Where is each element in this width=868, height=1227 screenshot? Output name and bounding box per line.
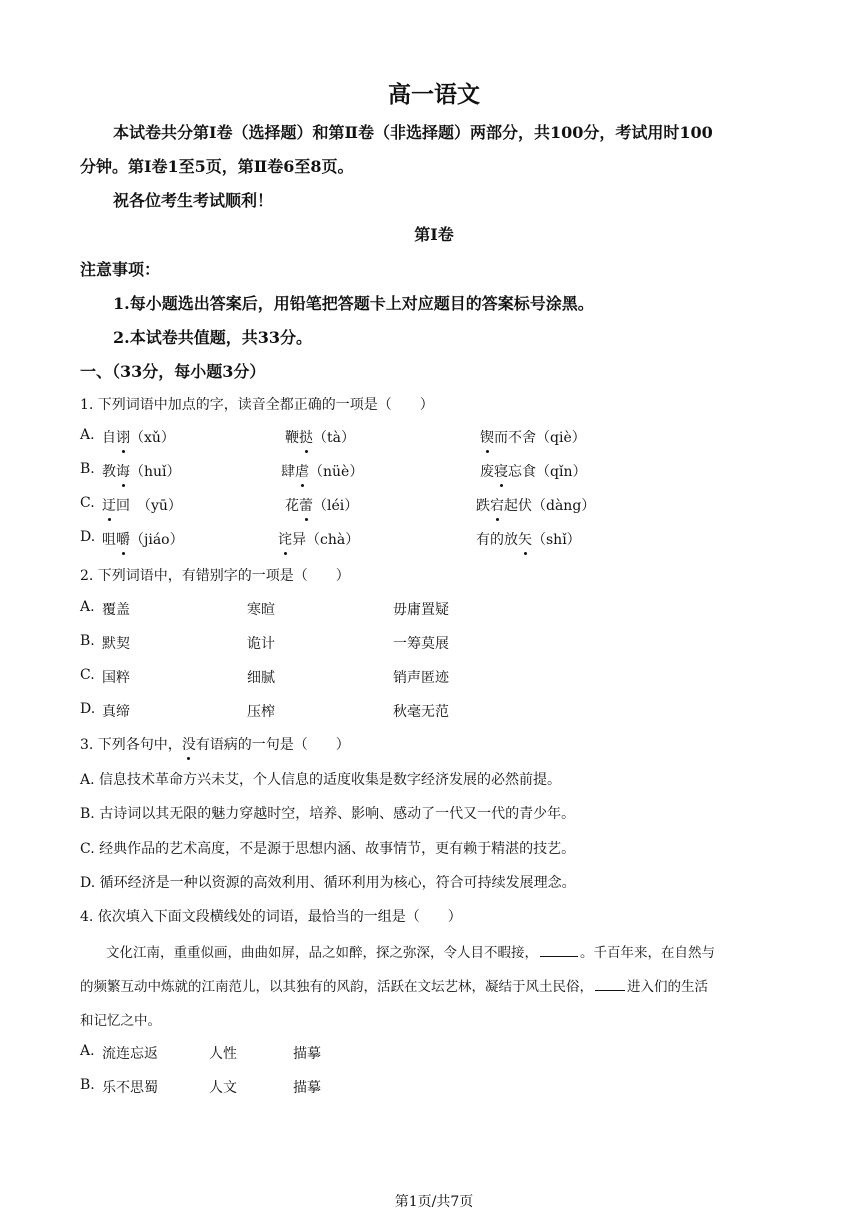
q1-d-option-1 — [102, 529, 184, 549]
q1-stem: 1. 下列词语中加点的字，读音全都正确的一项是（ ） — [80, 397, 434, 413]
text: 咀 — [102, 532, 116, 548]
dotted-char: 迂 — [102, 495, 116, 515]
text: （jiáo） — [130, 532, 184, 548]
q2-c-label: C. — [80, 667, 95, 683]
q4-passage-line-2 — [80, 975, 708, 995]
text: 废 — [480, 464, 494, 480]
text: 回 （yū） — [116, 498, 182, 514]
text: 花 — [285, 498, 299, 514]
intro-line-2: 分钟。第Ⅰ卷1至5页，第Ⅱ卷6至8页。 — [80, 157, 354, 176]
q1-c-label: C. — [80, 495, 95, 511]
text: 有语病的一句是（ ） — [195, 737, 350, 753]
q2-b-word-1: 默契 — [102, 636, 130, 652]
q2-b-word-2: 诡计 — [247, 636, 275, 652]
q1-d-option-3 — [476, 529, 581, 549]
q3-option-d: D. 循环经济是一种以资源的高效利用、循环利用为核心，符合可持续发展理念。 — [80, 875, 576, 891]
dotted-char: 锲 — [480, 427, 494, 447]
text: 。千百年来，在自然与 — [580, 945, 715, 961]
q3-stem — [80, 734, 350, 754]
dotted-char: 挞 — [299, 427, 313, 447]
intro-wish: 祝各位考生考试顺利！ — [113, 191, 274, 210]
notes-item-1: 1.每小题选出答案后，用铅笔把答题卡上对应题目的答案标号涂黑。 — [113, 294, 594, 313]
q3-option-a: A. 信息技术革命方兴未艾，个人信息的适度收集是数字经济发展的必然前提。 — [80, 772, 562, 788]
dotted-char: 虐 — [295, 461, 309, 481]
q4-b-word-2: 人文 — [209, 1080, 237, 1096]
text: 有的放 — [476, 532, 518, 548]
q4-a-label: A. — [80, 1043, 95, 1059]
q2-a-word-3: 毋庸置疑 — [393, 602, 449, 618]
notes-heading: 注意事项： — [80, 260, 161, 279]
text: 异（chà） — [292, 532, 360, 548]
fill-blank-2 — [595, 976, 625, 991]
q4-a-word-1: 流连忘返 — [102, 1046, 158, 1062]
page-footer: 第1页/共7页 — [394, 1194, 474, 1210]
q2-c-word-2: 细腻 — [247, 670, 275, 686]
q1-a-option-1 — [102, 427, 175, 447]
text: 跌 — [476, 498, 490, 514]
text: 肆 — [281, 464, 295, 480]
text: 进入们的生活 — [627, 979, 708, 995]
intro-line-1: 本试卷共分第Ⅰ卷（选择题）和第Ⅱ卷（非选择题）两部分，共100分，考试用时100 — [113, 123, 713, 142]
q4-b-word-3: 描摹 — [293, 1080, 321, 1096]
q1-c-option-3 — [476, 495, 595, 515]
q2-b-word-3: 一筹莫展 — [393, 636, 449, 652]
dotted-char: 没 — [182, 734, 196, 754]
part-one-heading: 一、（33分，每小题3分） — [80, 362, 266, 381]
q4-a-word-2: 人性 — [209, 1046, 237, 1062]
text: 3. 下列各句中， — [80, 737, 182, 753]
text: 文化江南，重重似画，曲曲如屏，品之如醉，探之弥深，令人目不暇接， — [106, 945, 538, 961]
text: 起伏（dàng） — [504, 498, 596, 514]
text: 而不舍（qiè） — [494, 430, 586, 446]
q4-passage-line-1 — [106, 941, 715, 961]
dotted-char: 寝 — [494, 461, 508, 481]
text: （xǔ） — [130, 430, 175, 446]
q4-b-label: B. — [80, 1077, 95, 1093]
text: （léi） — [313, 498, 359, 514]
dotted-char: 诧 — [278, 529, 292, 549]
exam-title: 高一语文 — [388, 81, 480, 108]
q1-c-option-1 — [102, 495, 182, 515]
dotted-char: 嚼 — [116, 529, 130, 549]
q1-a-label: A. — [80, 427, 95, 443]
q2-a-word-2: 寒暄 — [247, 602, 275, 618]
q2-stem: 2. 下列词语中，有错别字的一项是（ ） — [80, 568, 350, 584]
dotted-char: 矢 — [518, 529, 532, 549]
q1-a-option-3 — [480, 427, 586, 447]
q2-c-word-3: 销声匿迹 — [393, 670, 449, 686]
q1-c-option-2 — [285, 495, 358, 515]
text: 自 — [102, 430, 116, 446]
notes-item-2: 2.本试卷共值题，共33分。 — [113, 328, 312, 347]
text: （shǐ） — [532, 532, 581, 548]
q1-a-option-2 — [285, 427, 355, 447]
dotted-char: 蕾 — [299, 495, 313, 515]
text: （huǐ） — [130, 464, 181, 480]
q4-a-word-3: 描摹 — [293, 1046, 321, 1062]
text: 教 — [102, 464, 116, 480]
q2-c-word-1: 国粹 — [102, 670, 130, 686]
q2-a-word-1: 覆盖 — [102, 602, 130, 618]
q2-a-label: A. — [80, 599, 95, 615]
text: （nüè） — [309, 464, 364, 480]
q4-passage-line-3: 和记忆之中。 — [80, 1013, 161, 1029]
text: 忘食（qǐn） — [508, 464, 587, 480]
q1-b-option-2 — [281, 461, 363, 481]
text: （tà） — [313, 430, 355, 446]
dotted-char: 宕 — [490, 495, 504, 515]
section-title: 第Ⅰ卷 — [414, 225, 454, 244]
dotted-char: 诩 — [116, 427, 130, 447]
q2-d-word-2: 压榨 — [247, 704, 275, 720]
text: 的频繁互动中炼就的江南范儿，以其独有的风韵，活跃在文坛艺林，凝结于风土民俗， — [80, 979, 593, 995]
text: 鞭 — [285, 430, 299, 446]
q1-b-option-3 — [480, 461, 586, 481]
fill-blank-1 — [540, 942, 578, 957]
q2-d-label: D. — [80, 701, 96, 717]
q1-d-label: D. — [80, 529, 96, 545]
q1-d-option-2 — [278, 529, 359, 549]
q2-d-word-1: 真缔 — [102, 704, 130, 720]
q3-option-b: B. 古诗词以其无限的魅力穿越时空，培养、影响、感动了一代又一代的青少年。 — [80, 806, 576, 822]
q2-b-label: B. — [80, 633, 95, 649]
q1-b-label: B. — [80, 461, 95, 477]
q1-b-option-1 — [102, 461, 181, 481]
dotted-char: 诲 — [116, 461, 130, 481]
q4-stem: 4. 依次填入下面文段横线处的词语，最恰当的一组是（ ） — [80, 909, 462, 925]
q4-b-word-1: 乐不思蜀 — [102, 1080, 158, 1096]
q3-option-c: C. 经典作品的艺术高度，不是源于思想内涵、故事情节，更有赖于精湛的技艺。 — [80, 841, 576, 857]
q2-d-word-3: 秋毫无范 — [393, 704, 449, 720]
